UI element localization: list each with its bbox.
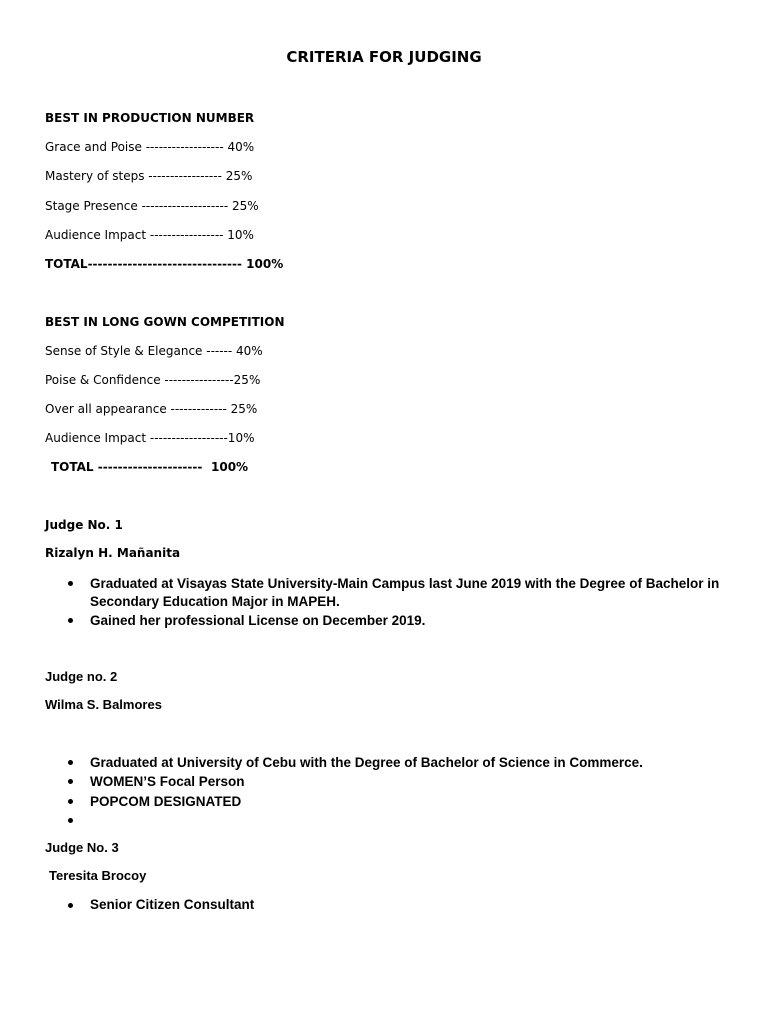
production-heading: BEST IN PRODUCTION NUMBER	[45, 111, 255, 125]
gown-total-label: TOTAL ---------------------	[51, 460, 203, 474]
judge-name: Rizalyn H. Mañanita	[45, 546, 181, 560]
judge-name: Wilma S. Balmores	[45, 697, 162, 712]
production-criterion: Mastery of steps ----------------- 25%	[45, 169, 253, 183]
judge-credential: Graduated at Visayas State University-Main Campus last June 2019 with the Degree of Bachelor in Secondary Education Major in MAPEH.	[90, 576, 720, 609]
bullet-icon	[68, 581, 73, 586]
bullet-icon	[68, 903, 73, 908]
gown-heading: BEST IN LONG GOWN COMPETITION	[45, 315, 285, 329]
judge-credential: Graduated at University of Cebu with the Degree of Bachelor of Science in Commerce.	[90, 755, 643, 770]
judge-name: Teresita Brocoy	[49, 868, 147, 883]
production-criterion: Grace and Poise ------------------ 40%	[45, 140, 255, 154]
gown-criterion: Sense of Style & Elegance ------ 40%	[45, 344, 263, 358]
judge-credential: Gained her professional License on December 2019.	[90, 613, 426, 628]
bullet-icon	[68, 760, 73, 765]
bullet-icon	[68, 779, 73, 784]
page-title: CRITERIA FOR JUDGING	[286, 48, 482, 66]
gown-criterion: Over all appearance ------------- 25%	[45, 402, 258, 416]
bullet-icon	[68, 799, 73, 804]
judge-credential: POPCOM DESIGNATED	[90, 794, 242, 809]
gown-total-value: 100%	[211, 460, 249, 474]
production-criterion: Audience Impact ----------------- 10%	[45, 228, 254, 242]
bullet-icon	[68, 618, 73, 623]
judge-credential: WOMEN’S Focal Person	[90, 774, 245, 789]
bullet-icon	[68, 818, 73, 823]
production-total: TOTAL------------------------------- 100%	[45, 257, 284, 271]
production-criterion: Stage Presence -------------------- 25%	[45, 199, 259, 213]
gown-criterion: Poise & Confidence ----------------25%	[45, 373, 261, 387]
gown-criterion: Audience Impact ------------------10%	[45, 431, 255, 445]
judge-number: Judge no. 2	[45, 669, 118, 684]
judge-number: Judge No. 3	[45, 840, 119, 855]
judge-number: Judge No. 1	[45, 518, 123, 532]
judge-credential: Senior Citizen Consultant	[90, 897, 255, 912]
